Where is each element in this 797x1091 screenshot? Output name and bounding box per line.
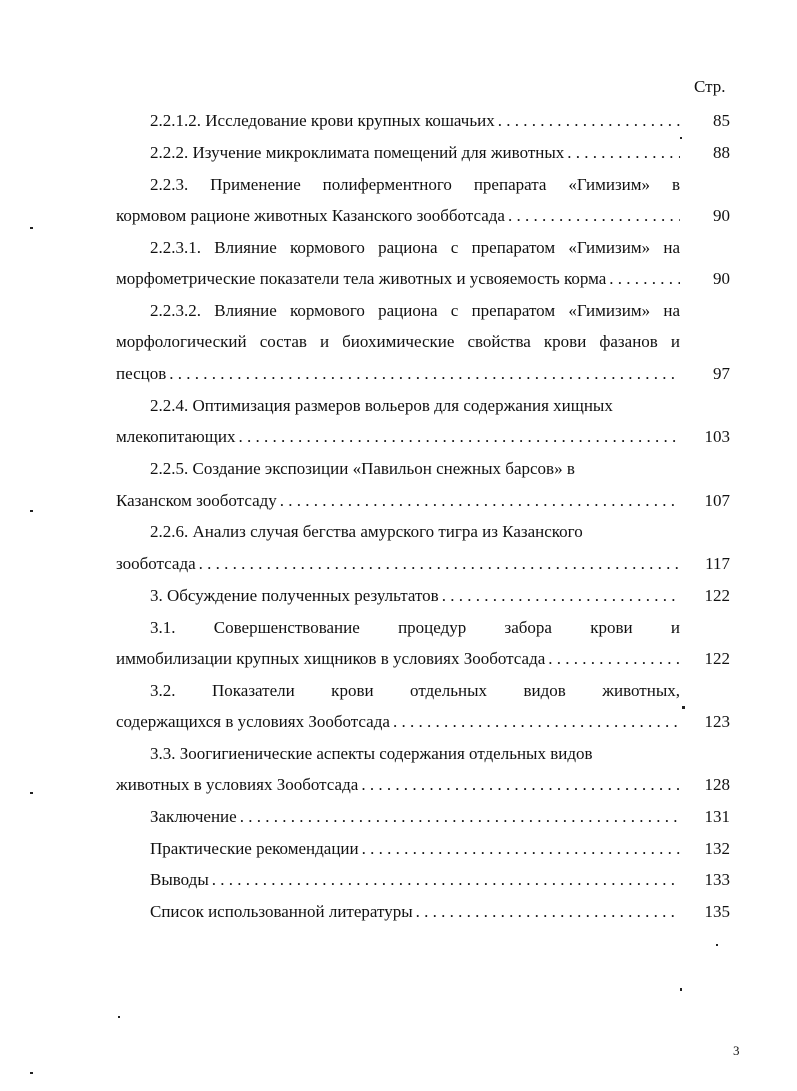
leader-dots [498,109,680,133]
toc-entry [150,584,680,608]
leader-dots [393,710,680,734]
toc-entry-line: 2.2.4. Оптимизация размеров вольеров для содержания хищных [150,396,613,415]
toc-page-number: 122 [704,586,730,605]
toc-entry [116,552,680,576]
toc-page-number: 135 [704,902,730,921]
toc-entry-line: 2.2.3. Применение полиферментного препарата «Гимизим» в [150,175,680,194]
toc-entry-line: 2.2.6. Анализ случая бегства амурского тигра из Казанского [150,522,583,541]
toc-entry-title: иммобилизации крупных хищников в условиях Зооботсада [116,649,546,668]
toc-entry [116,267,680,291]
toc-entry [150,837,680,861]
toc-page-number: 132 [704,839,730,858]
leader-dots [567,141,680,165]
toc-page-number: 123 [704,712,730,731]
leader-dots [280,489,680,513]
toc-entry-title: 2.2.2. Изучение микроклимата помещений для животных [150,143,565,162]
toc-entry-title: кормовом рационе животных Казанского зообботсада [116,206,505,225]
toc-entry [150,141,680,165]
leader-dots [416,900,680,924]
scan-speck [30,227,33,229]
toc-entry-title: млекопитающих [116,427,236,446]
toc-entry [116,489,680,513]
toc-page-number: 117 [705,554,730,573]
toc-entry [116,204,680,228]
leader-dots [362,837,680,861]
toc-entry-title: Заключение [150,807,237,826]
toc-page-number: 90 [713,206,730,225]
toc-page-number: 90 [713,269,730,288]
toc-entry [150,900,680,924]
toc-entry-line: 2.2.5. Создание экспозиции «Павильон снежных барсов» в [150,459,575,478]
leader-dots [361,773,680,797]
scan-speck [680,988,682,991]
scan-speck [118,1016,120,1018]
leader-dots [609,267,680,291]
toc-entry [116,773,680,797]
leader-dots [240,805,680,829]
toc-page-number: 107 [704,491,730,510]
scan-speck [680,137,682,139]
page-number: 3 [733,1043,740,1058]
leader-dots [238,425,680,449]
toc-page-number: 97 [713,364,730,383]
toc-entry-title: зооботсада [116,554,196,573]
toc-entry [150,868,680,892]
scan-speck [682,706,685,709]
toc-entry-title: Список использованной литературы [150,902,413,921]
leader-dots [212,868,680,892]
toc-entry [116,710,680,734]
toc-page-number: 133 [704,870,730,889]
page-column-header: Стр. [694,77,726,96]
scan-speck [716,944,718,946]
toc-page-number: 88 [713,143,730,162]
leader-dots [508,204,680,228]
toc-page-number: 128 [704,775,730,794]
scan-speck [30,510,33,512]
toc-entry-line: морфологический состав и биохимические свойства крови фазанов и [116,332,680,351]
toc-entry [150,805,680,829]
toc-entry [116,425,680,449]
toc-entry-title: морфометрические показатели тела животных и усвояемость корма [116,269,607,288]
toc-entry-title: 3. Обсуждение полученных результатов [150,586,439,605]
toc-entry [150,109,680,133]
leader-dots [169,362,680,386]
toc-entry-title: Практические рекомендации [150,839,359,858]
toc-entry [116,647,680,671]
toc-entry-line: 2.2.3.1. Влияние кормового рациона с препаратом «Гимизим» на [150,238,680,257]
toc-entry-line: 3.2. Показатели крови отдельных видов животных, [150,681,680,700]
leader-dots [199,552,680,576]
toc-page-number: 103 [704,427,730,446]
leader-dots [442,584,680,608]
toc-page-number: 85 [713,111,730,130]
toc-entry-title: 2.2.1.2. Исследование крови крупных кошачьих [150,111,495,130]
scan-speck [30,792,33,794]
leader-dots [548,647,680,671]
scan-speck [30,1072,33,1074]
toc-entry-title: животных в условиях Зооботсада [116,775,359,794]
toc-entry-title: содержащихся в условиях Зооботсада [116,712,390,731]
toc-entry [116,362,680,386]
toc-entry-title: Выводы [150,870,209,889]
toc-page-number: 131 [704,807,730,826]
toc-entry-line: 3.3. Зоогигиенические аспекты содержания отдельных видов [150,744,593,763]
toc-entry-title: песцов [116,364,167,383]
toc-page-number: 122 [704,649,730,668]
toc-entry-line: 3.1. Совершенствование процедур забора крови и [150,618,680,637]
toc-entry-line: 2.2.3.2. Влияние кормового рациона с препаратом «Гимизим» на [150,301,680,320]
toc-entry-title: Казанском зооботсаду [116,491,277,510]
